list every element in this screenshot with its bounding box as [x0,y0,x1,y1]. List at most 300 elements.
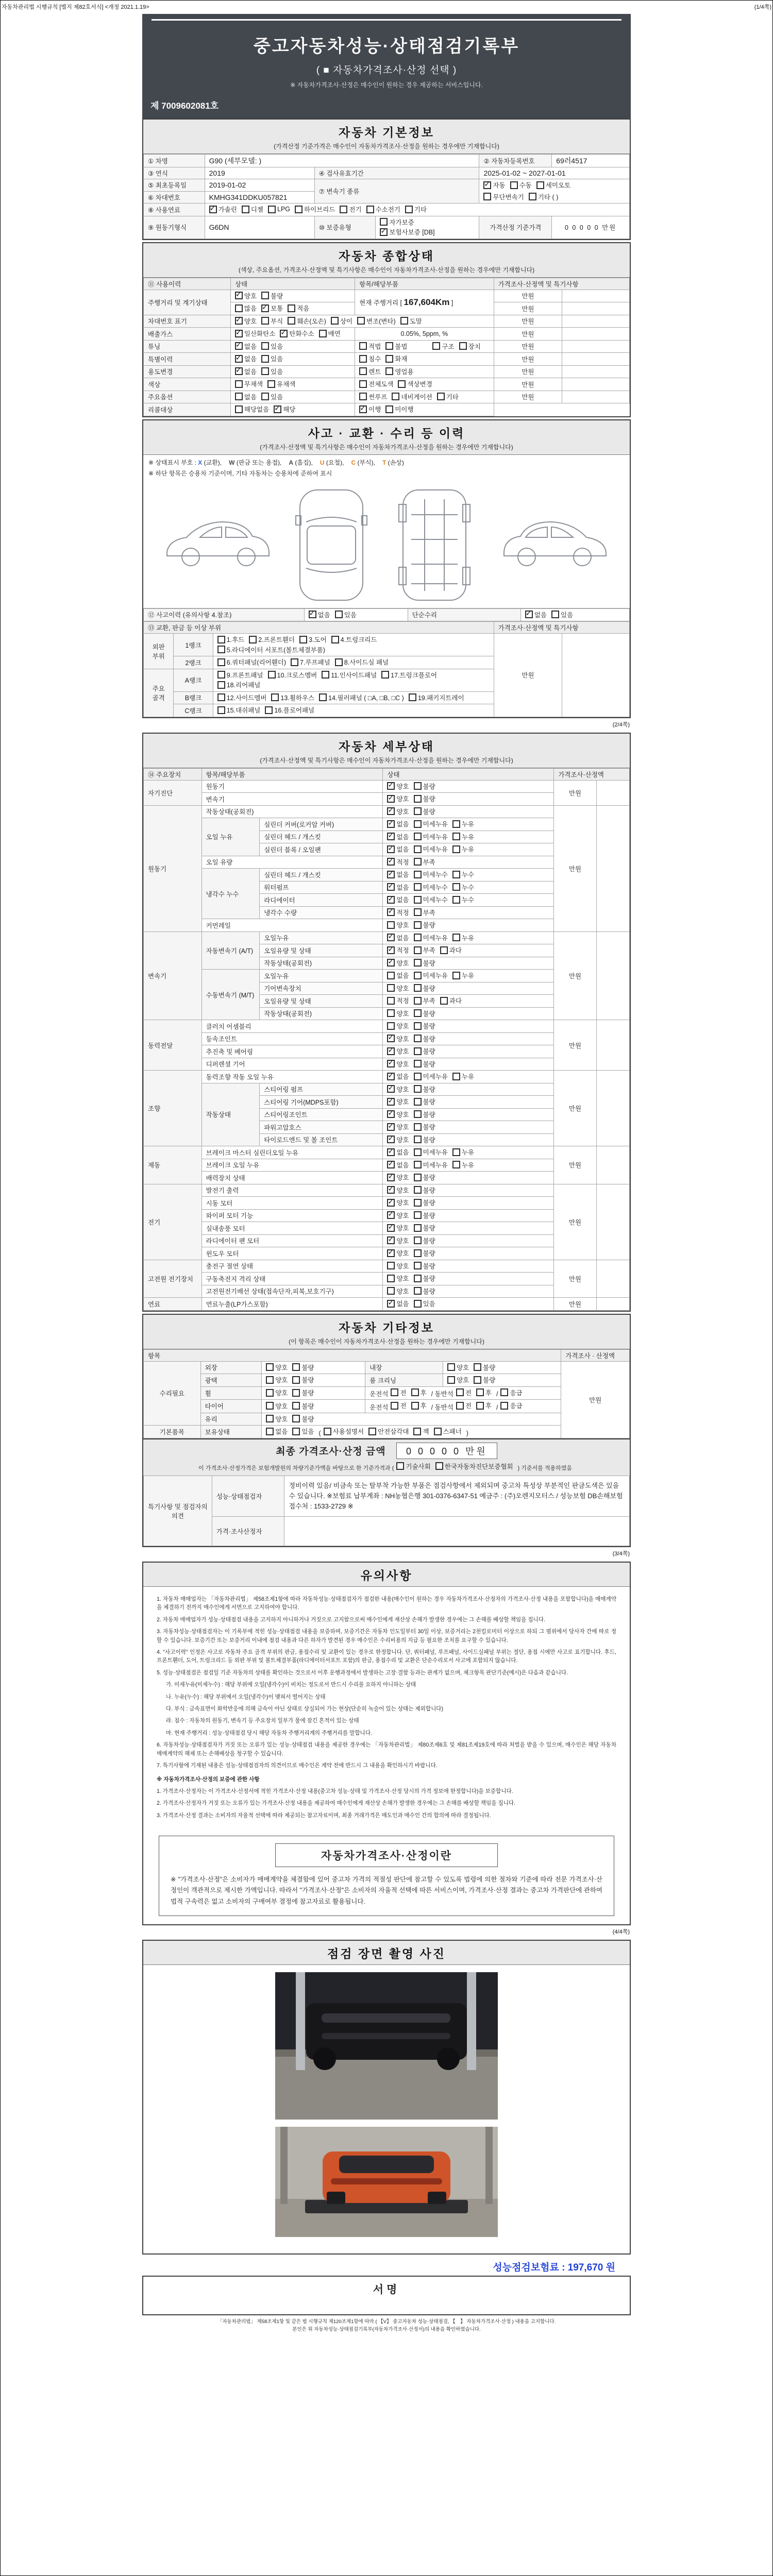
unchecked-box-icon[interactable] [291,658,298,666]
checkbox-option[interactable] [217,645,325,654]
checkbox-option[interactable] [398,379,432,388]
unchecked-box-icon[interactable] [295,206,303,213]
unchecked-box-icon[interactable] [400,317,408,325]
unchecked-box-icon[interactable] [335,658,343,666]
checkbox-option[interactable] [292,1375,314,1384]
checked-box-icon[interactable] [387,1161,395,1168]
checked-box-icon[interactable] [387,833,395,840]
checkbox-option[interactable] [452,883,474,892]
checkbox-option[interactable] [319,693,404,702]
unchecked-box-icon[interactable] [414,896,422,904]
checkbox-option[interactable] [409,693,464,702]
unchecked-box-icon[interactable] [387,972,395,979]
unchecked-box-icon[interactable] [452,972,460,979]
unchecked-box-icon[interactable] [266,1402,274,1410]
checkbox-option[interactable] [235,404,269,414]
checkbox-option[interactable] [242,205,263,214]
checkbox-option[interactable] [235,354,257,363]
unchecked-box-icon[interactable] [414,1224,422,1232]
unchecked-box-icon[interactable] [267,380,275,388]
checkbox-option[interactable] [380,217,414,227]
checkbox-option[interactable] [414,819,448,828]
unchecked-box-icon[interactable] [392,393,399,400]
checked-box-icon[interactable] [235,342,243,350]
checkbox-option[interactable] [357,316,396,326]
checked-box-icon[interactable] [387,1174,395,1181]
checkbox-option[interactable] [387,895,409,904]
checkbox-option[interactable] [387,1097,409,1106]
checked-box-icon[interactable] [387,1098,395,1106]
checkbox-option[interactable] [387,1034,409,1043]
unchecked-box-icon[interactable] [319,693,327,701]
checkbox-option[interactable] [414,1261,435,1270]
unchecked-box-icon[interactable] [299,636,307,643]
unchecked-box-icon[interactable] [261,355,269,363]
unchecked-box-icon[interactable] [414,820,422,828]
checkbox-option[interactable] [268,670,317,680]
checkbox-option[interactable] [387,1211,409,1220]
checkbox-option[interactable] [387,996,409,1005]
checkbox-option[interactable] [434,1427,462,1436]
checkbox-option[interactable] [359,367,381,376]
checkbox-option[interactable] [414,1286,435,1296]
unchecked-box-icon[interactable] [385,342,393,350]
checkbox-option[interactable] [387,933,409,942]
checked-box-icon[interactable] [387,1123,395,1131]
checkbox-option[interactable] [235,367,257,376]
checkbox-option[interactable] [510,180,532,190]
checkbox-option[interactable] [299,635,327,644]
unchecked-box-icon[interactable] [387,921,395,929]
checkbox-option[interactable] [414,844,448,854]
checkbox-option[interactable] [387,971,409,980]
unchecked-box-icon[interactable] [414,1085,422,1093]
unchecked-box-icon[interactable] [452,934,460,941]
unchecked-box-icon[interactable] [331,317,339,325]
unchecked-box-icon[interactable] [249,636,257,643]
unchecked-box-icon[interactable] [385,355,393,363]
checkbox-option[interactable] [414,1198,435,1207]
checkbox-option[interactable] [292,1427,314,1436]
checkbox-option[interactable] [266,1363,288,1372]
checked-box-icon[interactable] [387,1300,395,1308]
checkbox-option[interactable] [405,205,427,214]
checkbox-option[interactable] [536,180,570,190]
unchecked-box-icon[interactable] [387,1287,395,1295]
checked-box-icon[interactable] [387,1136,395,1143]
checkbox-option[interactable] [217,705,261,715]
unchecked-box-icon[interactable] [414,1073,422,1080]
checkbox-option[interactable] [414,1274,435,1283]
checkbox-option[interactable] [483,192,524,201]
checkbox-option[interactable] [295,205,335,214]
checkbox-option[interactable] [387,984,409,993]
checkbox-option[interactable] [387,1185,409,1195]
checkbox-option[interactable] [288,316,326,326]
unchecked-box-icon[interactable] [437,393,445,400]
checkbox-option[interactable] [447,1375,469,1384]
unchecked-box-icon[interactable] [474,1363,481,1371]
unchecked-box-icon[interactable] [414,1287,422,1295]
unchecked-box-icon[interactable] [385,405,393,413]
checked-box-icon[interactable] [387,1085,395,1093]
checkbox-option[interactable] [366,205,400,214]
unchecked-box-icon[interactable] [414,1249,422,1257]
unchecked-box-icon[interactable] [217,671,225,679]
unchecked-box-icon[interactable] [411,1388,419,1396]
unchecked-box-icon[interactable] [380,218,388,226]
unchecked-box-icon[interactable] [414,1186,422,1194]
checkbox-option[interactable] [414,1072,448,1081]
unchecked-box-icon[interactable] [551,611,559,618]
checkbox-option[interactable] [452,819,474,828]
checkbox-option[interactable] [387,1299,409,1308]
checkbox-option[interactable] [235,342,257,351]
unchecked-box-icon[interactable] [217,693,225,701]
checkbox-option[interactable] [414,1046,435,1056]
unchecked-box-icon[interactable] [476,1402,484,1410]
checkbox-option[interactable] [391,1388,406,1397]
checkbox-option[interactable] [432,342,454,351]
checked-box-icon[interactable] [387,1211,395,1219]
unchecked-box-icon[interactable] [414,1161,422,1168]
checkbox-option[interactable] [387,920,409,929]
unchecked-box-icon[interactable] [452,1148,460,1156]
checkbox-option[interactable] [387,1059,409,1069]
checkbox-option[interactable] [335,657,389,667]
checkbox-option[interactable] [391,1401,406,1410]
unchecked-box-icon[interactable] [387,997,395,1005]
checkbox-option[interactable] [414,1110,435,1119]
checkbox-option[interactable] [456,1401,472,1410]
unchecked-box-icon[interactable] [387,1275,395,1282]
unchecked-box-icon[interactable] [414,782,422,790]
unchecked-box-icon[interactable] [452,833,460,840]
checkbox-option[interactable] [387,857,409,867]
checkbox-option[interactable] [235,392,257,401]
checkbox-option[interactable] [235,379,263,388]
unchecked-box-icon[interactable] [452,871,460,878]
unchecked-box-icon[interactable] [414,1047,422,1055]
checked-box-icon[interactable] [387,820,395,828]
checkbox-option[interactable] [309,610,330,619]
checkbox-option[interactable] [414,782,435,791]
checkbox-option[interactable] [387,819,409,828]
checked-box-icon[interactable] [309,611,316,618]
unchecked-box-icon[interactable] [414,1022,422,1030]
checkbox-option[interactable] [266,1375,288,1384]
checkbox-option[interactable] [249,635,295,644]
checked-box-icon[interactable] [387,1224,395,1232]
unchecked-box-icon[interactable] [265,706,273,714]
checked-box-icon[interactable] [387,1186,395,1194]
unchecked-box-icon[interactable] [414,1262,422,1269]
unchecked-box-icon[interactable] [414,1275,422,1282]
checkbox-option[interactable] [414,1223,435,1232]
checkbox-option[interactable] [529,192,558,201]
checked-box-icon[interactable] [209,206,217,213]
checkbox-option[interactable] [331,635,377,644]
unchecked-box-icon[interactable] [292,1376,300,1384]
unchecked-box-icon[interactable] [331,636,339,643]
unchecked-box-icon[interactable] [452,1073,460,1080]
checkbox-option[interactable] [387,1110,409,1119]
checkbox-option[interactable] [385,354,407,363]
unchecked-box-icon[interactable] [414,795,422,803]
unchecked-box-icon[interactable] [217,646,225,653]
unchecked-box-icon[interactable] [434,1428,442,1435]
checkbox-option[interactable] [452,895,474,904]
checkbox-option[interactable] [414,1021,435,1030]
checkbox-option[interactable] [414,984,435,993]
checked-box-icon[interactable] [235,367,243,375]
unchecked-box-icon[interactable] [474,1376,481,1384]
checkbox-option[interactable] [440,996,462,1005]
checked-box-icon[interactable] [387,883,395,891]
unchecked-box-icon[interactable] [268,206,276,213]
checkbox-option[interactable] [483,180,505,190]
checkbox-option[interactable] [476,1401,492,1410]
checkbox-option[interactable] [261,367,283,376]
checkbox-option[interactable] [387,1021,409,1030]
unchecked-box-icon[interactable] [266,1389,274,1397]
checkbox-option[interactable] [414,1160,448,1170]
unchecked-box-icon[interactable] [500,1402,508,1410]
checkbox-option[interactable] [414,870,448,879]
checkbox-option[interactable] [414,908,435,917]
checkbox-option[interactable] [525,610,547,619]
unchecked-box-icon[interactable] [266,1415,274,1422]
checkbox-option[interactable] [266,1414,288,1423]
checkbox-option[interactable] [435,1462,513,1471]
checked-box-icon[interactable] [387,858,395,866]
unchecked-box-icon[interactable] [396,1462,404,1470]
checked-box-icon[interactable] [387,959,395,967]
checkbox-option[interactable] [459,342,481,351]
unchecked-box-icon[interactable] [261,292,269,299]
unchecked-box-icon[interactable] [476,1388,484,1396]
unchecked-box-icon[interactable] [266,1363,274,1371]
checkbox-option[interactable] [414,1084,435,1094]
checkbox-option[interactable] [387,1248,409,1258]
checkbox-option[interactable] [266,1427,288,1436]
unchecked-box-icon[interactable] [483,193,491,200]
checkbox-option[interactable] [271,693,314,702]
checked-box-icon[interactable] [525,611,533,618]
checkbox-option[interactable] [414,1059,435,1069]
unchecked-box-icon[interactable] [381,671,389,679]
unchecked-box-icon[interactable] [359,380,367,388]
checkbox-option[interactable] [414,794,435,803]
checkbox-option[interactable] [235,291,257,300]
unchecked-box-icon[interactable] [359,342,367,350]
unchecked-box-icon[interactable] [414,908,422,916]
checkbox-option[interactable] [235,316,257,326]
unchecked-box-icon[interactable] [414,833,422,840]
checkbox-option[interactable] [500,1401,522,1410]
checkbox-option[interactable] [387,1046,409,1056]
unchecked-box-icon[interactable] [510,181,518,189]
checked-box-icon[interactable] [387,1060,395,1067]
checkbox-option[interactable] [500,1388,522,1397]
checkbox-option[interactable] [387,883,409,892]
checkbox-option[interactable] [387,1084,409,1094]
checkbox-option[interactable] [452,933,474,942]
checkbox-option[interactable] [387,1236,409,1245]
checked-box-icon[interactable] [387,946,395,954]
checkbox-option[interactable] [414,895,448,904]
checkbox-option[interactable] [340,205,361,214]
checkbox-option[interactable] [387,1198,409,1207]
unchecked-box-icon[interactable] [235,405,243,413]
unchecked-box-icon[interactable] [391,1388,398,1396]
unchecked-box-icon[interactable] [387,1022,395,1030]
checkbox-option[interactable] [392,392,432,401]
checkbox-option[interactable] [452,971,474,980]
unchecked-box-icon[interactable] [414,934,422,941]
checkbox-option[interactable] [261,342,283,351]
checked-box-icon[interactable] [387,1035,395,1042]
checkbox-option[interactable] [452,1160,474,1170]
checked-box-icon[interactable] [280,330,288,337]
checkbox-option[interactable] [217,657,286,667]
unchecked-box-icon[interactable] [414,858,422,866]
checkbox-option[interactable] [414,1034,435,1043]
checked-box-icon[interactable] [387,795,395,803]
unchecked-box-icon[interactable] [414,1110,422,1118]
checkbox-option[interactable] [322,670,377,680]
checkbox-option[interactable] [414,996,435,1005]
unchecked-box-icon[interactable] [261,342,269,350]
checkbox-option[interactable] [387,832,409,841]
checked-box-icon[interactable] [380,228,388,236]
checkbox-option[interactable] [414,1211,435,1220]
unchecked-box-icon[interactable] [292,1363,300,1371]
checkbox-option[interactable] [452,844,474,854]
checkbox-option[interactable] [235,329,275,338]
checkbox-option[interactable] [280,329,314,338]
checked-box-icon[interactable] [387,807,395,815]
checkbox-option[interactable] [396,1462,430,1471]
checkbox-option[interactable] [387,1261,409,1270]
checkbox-option[interactable] [414,971,448,980]
unchecked-box-icon[interactable] [266,1428,274,1435]
checkbox-option[interactable] [266,1401,288,1411]
unchecked-box-icon[interactable] [292,1389,300,1397]
checkbox-option[interactable] [335,610,357,619]
checked-box-icon[interactable] [387,1110,395,1118]
checkbox-option[interactable] [414,1097,435,1106]
checkbox-option[interactable] [387,807,409,816]
unchecked-box-icon[interactable] [414,1136,422,1143]
unchecked-box-icon[interactable] [452,1161,460,1168]
unchecked-box-icon[interactable] [217,681,225,689]
checkbox-option[interactable] [474,1363,495,1372]
unchecked-box-icon[interactable] [414,871,422,878]
unchecked-box-icon[interactable] [452,896,460,904]
checkbox-option[interactable] [414,1135,435,1144]
unchecked-box-icon[interactable] [235,380,243,388]
unchecked-box-icon[interactable] [414,1211,422,1219]
checkbox-option[interactable] [387,794,409,803]
checkbox-option[interactable] [414,945,435,955]
checkbox-option[interactable] [414,807,435,816]
checkbox-option[interactable] [414,1185,435,1195]
unchecked-box-icon[interactable] [440,997,448,1005]
checkbox-option[interactable] [452,1072,474,1081]
checkbox-option[interactable] [380,227,434,236]
unchecked-box-icon[interactable] [414,1236,422,1244]
unchecked-box-icon[interactable] [288,317,295,325]
unchecked-box-icon[interactable] [456,1402,464,1410]
unchecked-box-icon[interactable] [261,317,269,325]
checked-box-icon[interactable] [387,1249,395,1257]
unchecked-box-icon[interactable] [322,671,329,679]
unchecked-box-icon[interactable] [366,206,374,213]
checked-box-icon[interactable] [387,782,395,790]
checkbox-option[interactable] [447,1363,469,1372]
unchecked-box-icon[interactable] [414,1300,422,1308]
checkbox-option[interactable] [288,303,309,313]
unchecked-box-icon[interactable] [413,1428,421,1435]
unchecked-box-icon[interactable] [447,1363,455,1371]
checked-box-icon[interactable] [235,355,243,363]
checkbox-option[interactable] [265,705,314,715]
checkbox-option[interactable] [551,610,573,619]
unchecked-box-icon[interactable] [456,1388,464,1396]
checkbox-option[interactable] [209,205,237,214]
checkbox-option[interactable] [400,316,422,326]
unchecked-box-icon[interactable] [391,1402,398,1410]
unchecked-box-icon[interactable] [411,1402,419,1410]
unchecked-box-icon[interactable] [414,1035,422,1042]
unchecked-box-icon[interactable] [452,883,460,891]
checkbox-option[interactable] [387,870,409,879]
unchecked-box-icon[interactable] [529,193,536,200]
checkbox-option[interactable] [268,206,290,213]
checked-box-icon[interactable] [387,908,395,916]
unchecked-box-icon[interactable] [405,206,413,213]
checked-box-icon[interactable] [387,871,395,878]
unchecked-box-icon[interactable] [414,946,422,954]
checkbox-option[interactable] [261,291,283,300]
checkbox-option[interactable] [217,680,261,689]
checkbox-option[interactable] [292,1388,314,1397]
checkbox-option[interactable] [292,1401,314,1411]
unchecked-box-icon[interactable] [414,1009,422,1017]
checkbox-option[interactable] [414,1009,435,1018]
unchecked-box-icon[interactable] [414,984,422,992]
unchecked-box-icon[interactable] [398,380,406,388]
unchecked-box-icon[interactable] [335,611,343,618]
unchecked-box-icon[interactable] [414,1060,422,1067]
unchecked-box-icon[interactable] [359,355,367,363]
checkbox-option[interactable] [381,670,437,680]
unchecked-box-icon[interactable] [385,367,393,375]
checkbox-option[interactable] [274,404,295,414]
unchecked-box-icon[interactable] [340,206,347,213]
signature-area[interactable] [143,2299,630,2314]
checkbox-option[interactable] [385,342,407,351]
checked-box-icon[interactable] [387,1047,395,1055]
unchecked-box-icon[interactable] [414,883,422,891]
checkbox-option[interactable] [414,1173,435,1182]
checkbox-option[interactable] [387,958,409,968]
checked-box-icon[interactable] [359,405,367,413]
checked-box-icon[interactable] [235,292,243,299]
checkbox-option[interactable] [324,1427,364,1436]
unchecked-box-icon[interactable] [217,706,225,714]
